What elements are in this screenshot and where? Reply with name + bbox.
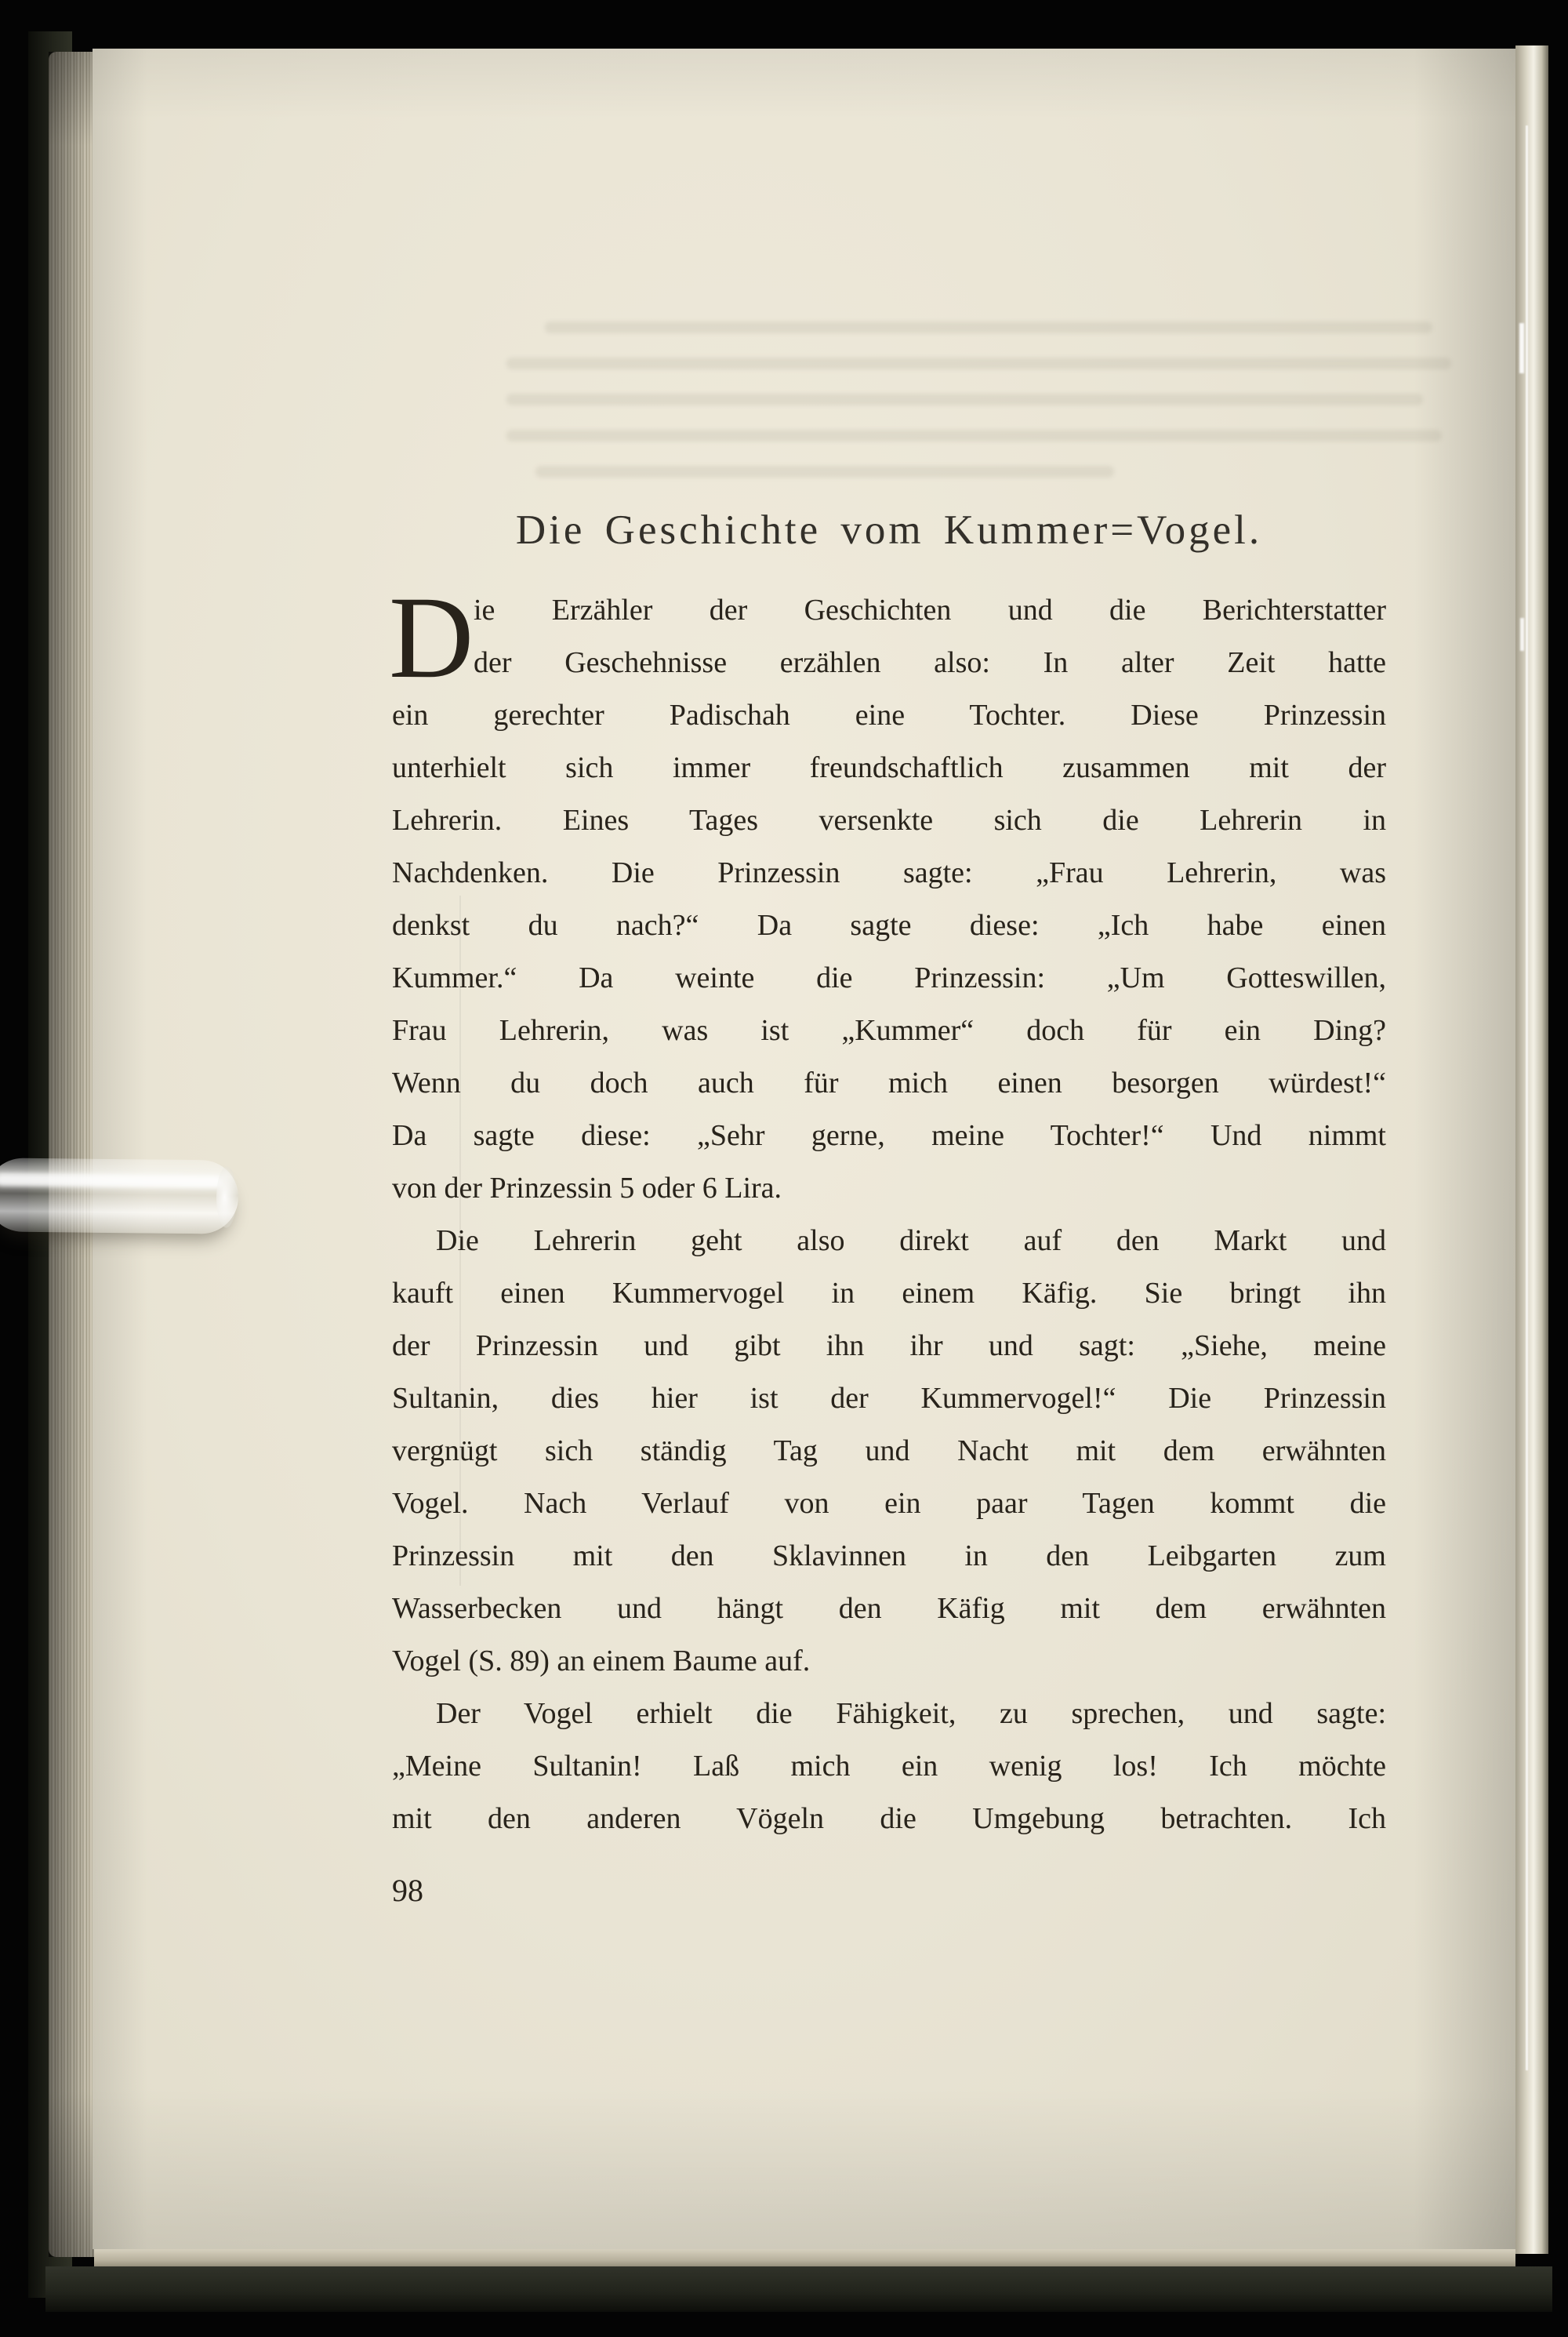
book-cover-board-bottom <box>45 2266 1552 2312</box>
text-line: der Prinzessin und gibt ihn ihr und sagt: „Siehe, meine <box>392 1329 1386 1362</box>
text-line: ie Erzähler der Geschichten und die Berichterstatter <box>474 594 1386 627</box>
text-line: kauft einen Kummervogel in einem Käfig. Sie bringt ihn <box>392 1277 1386 1310</box>
page-title: Die Geschichte vom Kummer=Vogel. <box>515 507 1263 553</box>
text-line: von der Prinzessin 5 oder 6 Lira. <box>392 1172 782 1205</box>
ink-bleed-through <box>506 322 1471 502</box>
book-page <box>93 49 1515 2249</box>
text-line: Prinzessin mit den Sklavinnen in den Leibgarten zum <box>392 1539 1386 1572</box>
text-line: Kummer.“ Da weinte die Prinzessin: „Um Gotteswillen, <box>392 961 1386 994</box>
text-line: Nachdenken. Die Prinzessin sagte: „Frau Lehrerin, was <box>392 856 1386 889</box>
text-line: der Geschehnisse erzählen also: In alter Zeit hatte <box>474 646 1386 679</box>
bottom-page-edges <box>94 2249 1515 2268</box>
text-line: Wasserbecken und hängt den Käfig mit dem erwähnten <box>392 1592 1386 1625</box>
text-line: Die Lehrerin geht also direkt auf den Markt und <box>436 1224 1386 1257</box>
text-line: Lehrerin. Eines Tages versenkte sich die Lehrerin in <box>392 804 1386 837</box>
text-line: ein gerechter Padischah eine Tochter. Diese Prinzessin <box>392 699 1386 732</box>
page-edge-highlight <box>1526 125 1528 2070</box>
text-line: Da sagte diese: „Sehr gerne, meine Tochter!“ Und nimmt <box>392 1119 1386 1152</box>
page-edge-glare <box>1519 323 1524 373</box>
text-line: Sultanin, dies hier ist der Kummervogel!“ Die Prinzessin <box>392 1382 1386 1415</box>
bleed-line <box>506 358 1451 369</box>
text-line: Der Vogel erhielt die Fähigkeit, zu sprechen, und sagte: <box>436 1697 1386 1730</box>
text-line: „Meine Sultanin! Laß mich ein wenig los! Ich möchte <box>392 1750 1386 1783</box>
bleed-line <box>545 322 1432 333</box>
text-line: Vogel (S. 89) an einem Baume auf. <box>392 1645 811 1677</box>
bleed-line <box>506 430 1442 442</box>
text-line: denkst du nach?“ Da sagte diese: „Ich habe einen <box>392 909 1386 942</box>
text-line: Frau Lehrerin, was ist „Kummer“ doch für ein Ding? <box>392 1014 1386 1047</box>
text-line: Wenn du doch auch für mich einen besorgen würdest!“ <box>392 1067 1386 1099</box>
glass-page-weight <box>0 1158 238 1234</box>
drop-cap: D <box>389 572 474 703</box>
page-edge-glare <box>1520 618 1524 651</box>
text-line: vergnügt sich ständig Tag und Nacht mit dem erwähnten <box>392 1434 1386 1467</box>
page-number: 98 <box>392 1873 423 1908</box>
text-line: unterhielt sich immer freundschaftlich zusammen mit der <box>392 751 1386 784</box>
facing-page-edge <box>1515 45 1548 2254</box>
bleed-line <box>506 394 1423 405</box>
text-block <box>389 572 1386 1845</box>
bleed-line <box>535 466 1114 478</box>
text-line: Vogel. Nach Verlauf von ein paar Tagen kommt die <box>392 1487 1386 1520</box>
text-line: mit den anderen Vögeln die Umgebung betrachten. Ich <box>392 1802 1386 1835</box>
